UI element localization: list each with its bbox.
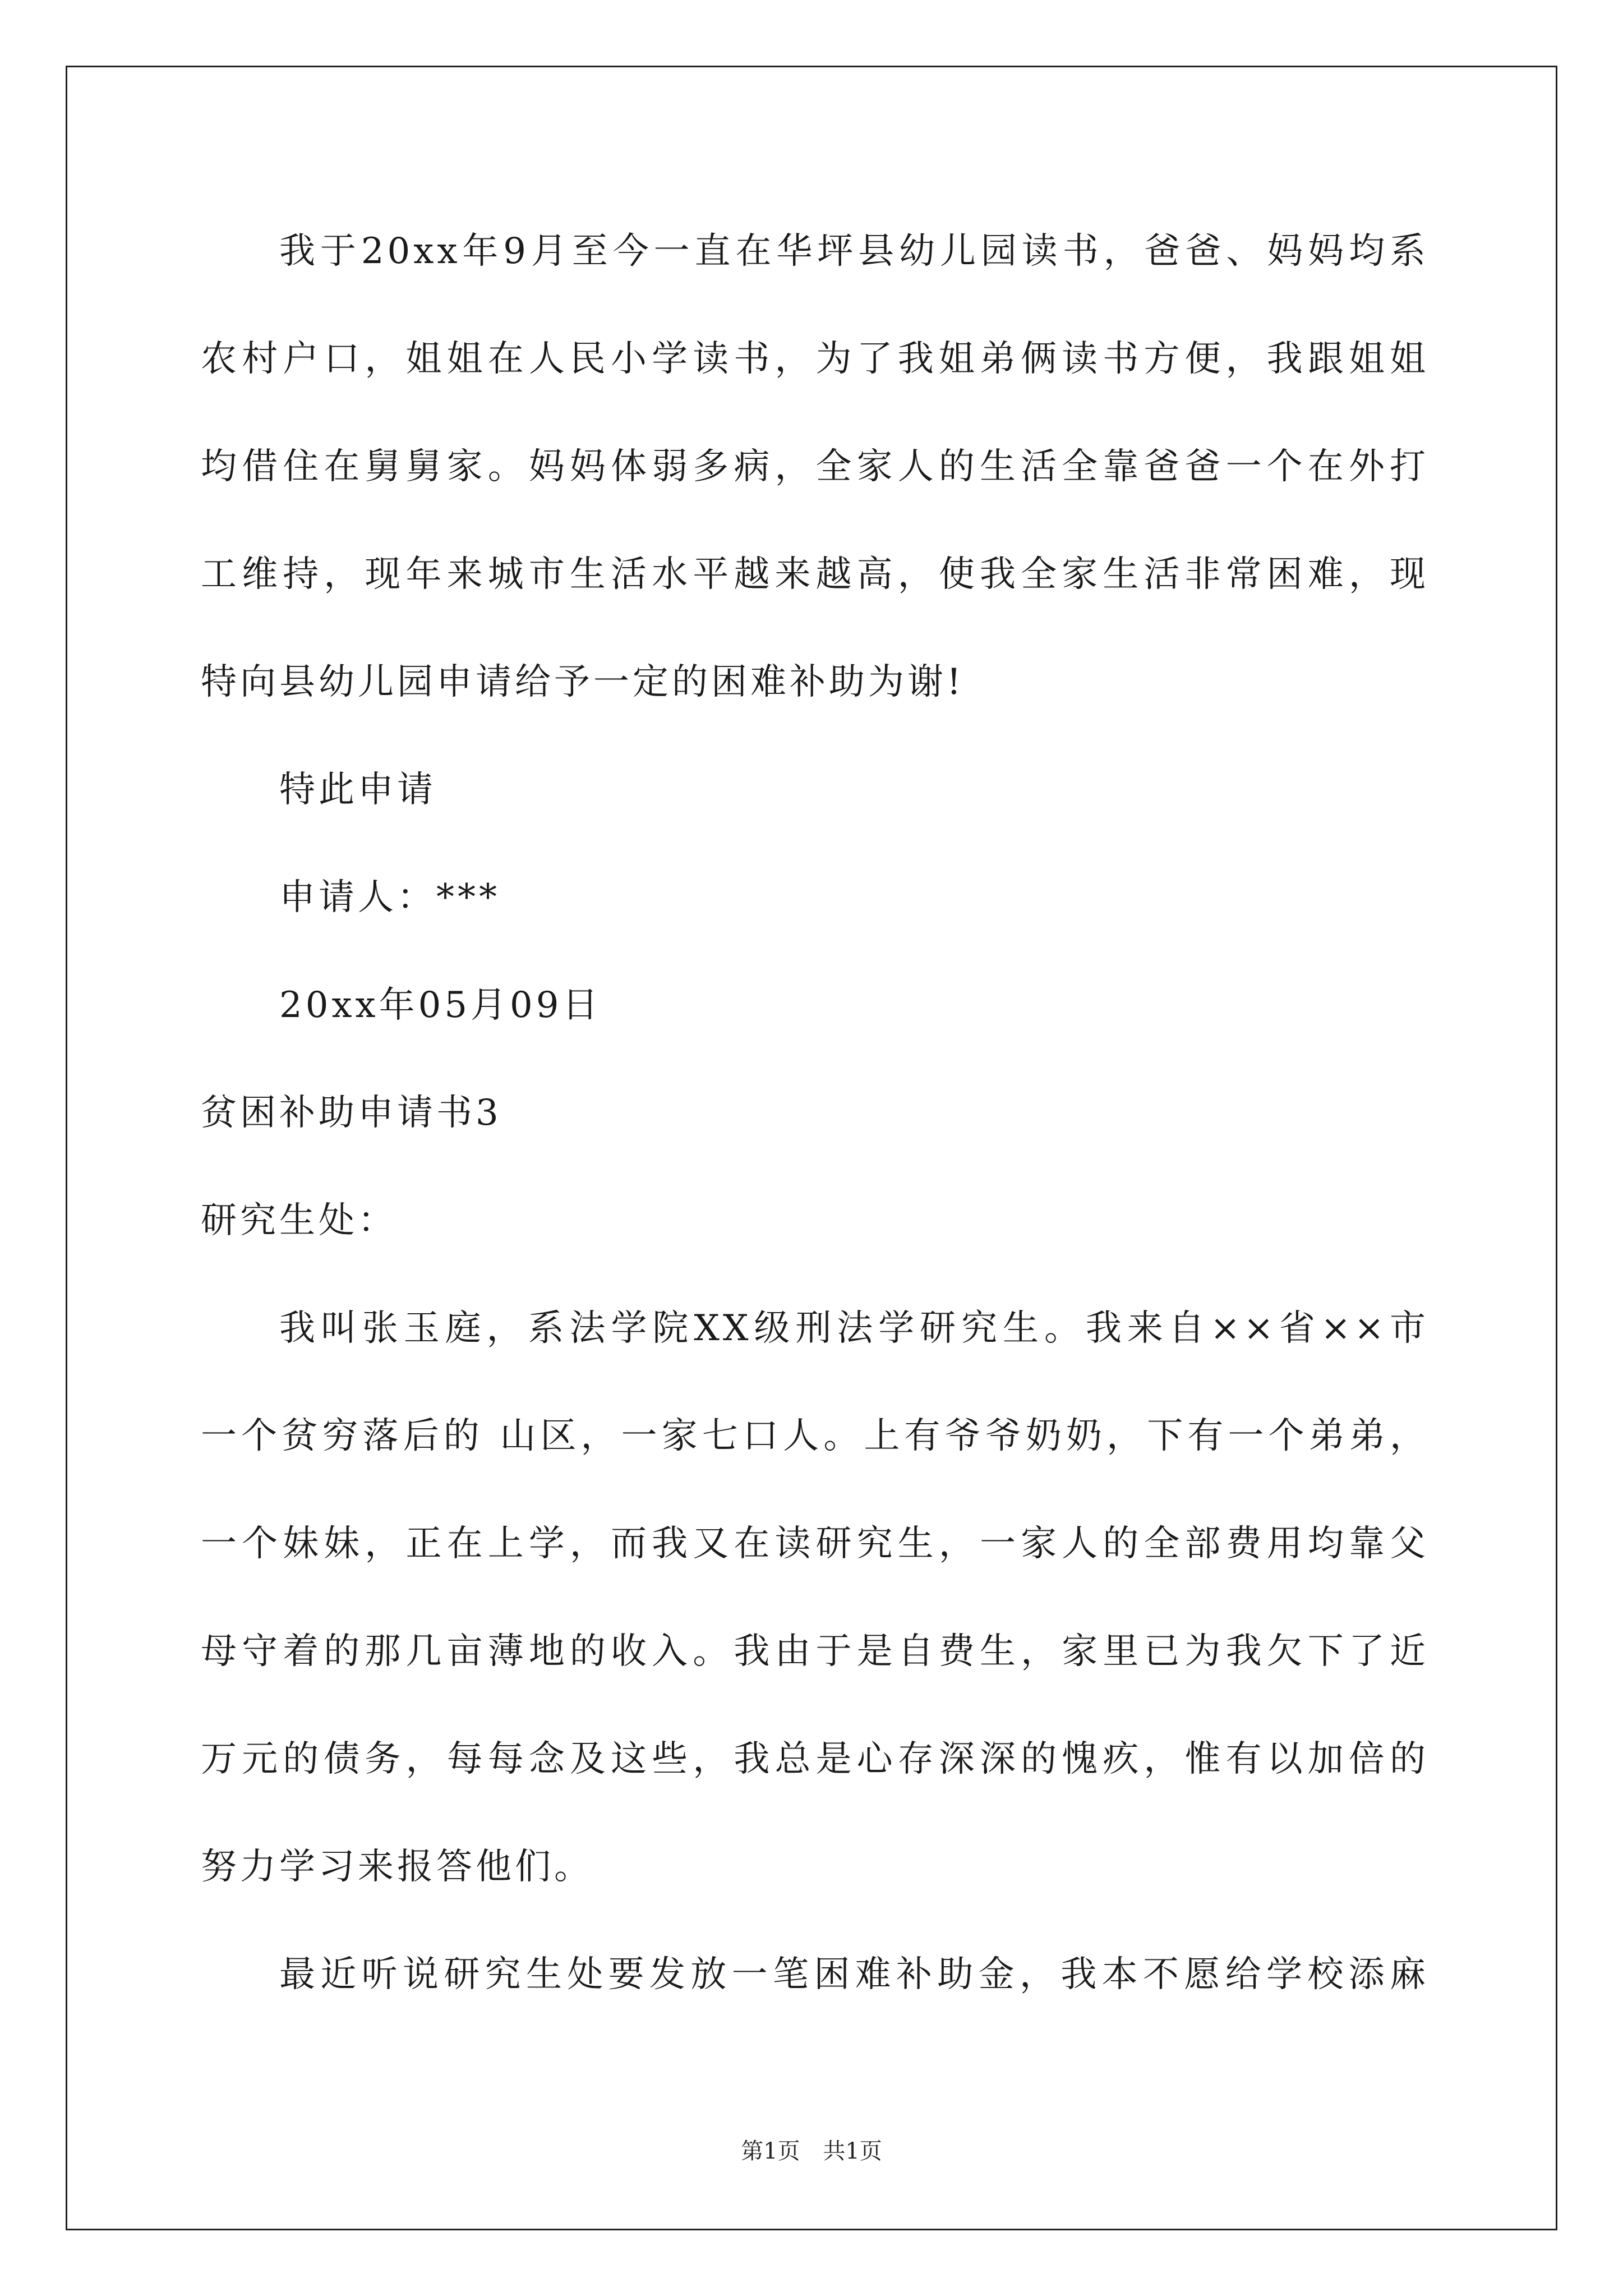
paragraph-1-line-4: 工维持，现年来城市生活水平越来越高，使我全家生活非常困难，现: [201, 554, 1429, 595]
paragraph-2-line-2: 一个贫穷落后的 山区，一家七口人。上有爷爷奶奶，下有一个弟弟，: [201, 1415, 1429, 1457]
paragraph-3-line-1: 最近听说研究生处要发放一笔困难补助金，我本不愿给学校添麻: [279, 1954, 1429, 1995]
paragraph-1-line-1: 我于20xx年9月至今一直在华坪县幼儿园读书，爸爸、妈妈均系: [279, 231, 1429, 272]
paragraph-2-line-5: 万元的债务，每每念及这些，我总是心存深深的愧疚，惟有以加倍的: [201, 1738, 1429, 1780]
page-total: 共1页: [823, 2138, 882, 2164]
paragraph-2-line-1: 我叫张玉庭，系法学院XX级刑法学研究生。我来自××省××市: [279, 1308, 1429, 1349]
paragraph-2-line-6: 努力学习来报答他们。: [201, 1846, 593, 1888]
paragraph-1-line-5: 特向县幼儿园申请给予一定的困难补助为谢!: [201, 661, 965, 703]
paragraph-1-line-3: 均借住在舅舅家。妈妈体弱多病，全家人的生活全靠爸爸一个在外打: [201, 446, 1429, 487]
paragraph-2-line-4: 母守着的那几亩薄地的收入。我由于是自费生，家里已为我欠下了近: [201, 1631, 1429, 1672]
closing-text: 特此申请: [279, 769, 436, 811]
date-line: 20xx年05月09日: [279, 984, 602, 1026]
applicant-line: 申请人：***: [279, 877, 500, 918]
page-border: [66, 66, 1557, 2230]
section-title: 贫困补助申请书3: [201, 1092, 502, 1134]
page-number: 第1页: [741, 2138, 800, 2164]
addressee: 研究生处：: [201, 1200, 397, 1241]
page-footer: [0, 2137, 1623, 2165]
paragraph-2-line-3: 一个妹妹，正在上学，而我又在读研究生，一家人的全部费用均靠父: [201, 1523, 1429, 1565]
paragraph-1-line-2: 农村户口，姐姐在人民小学读书，为了我姐弟俩读书方便，我跟姐姐: [201, 338, 1429, 380]
